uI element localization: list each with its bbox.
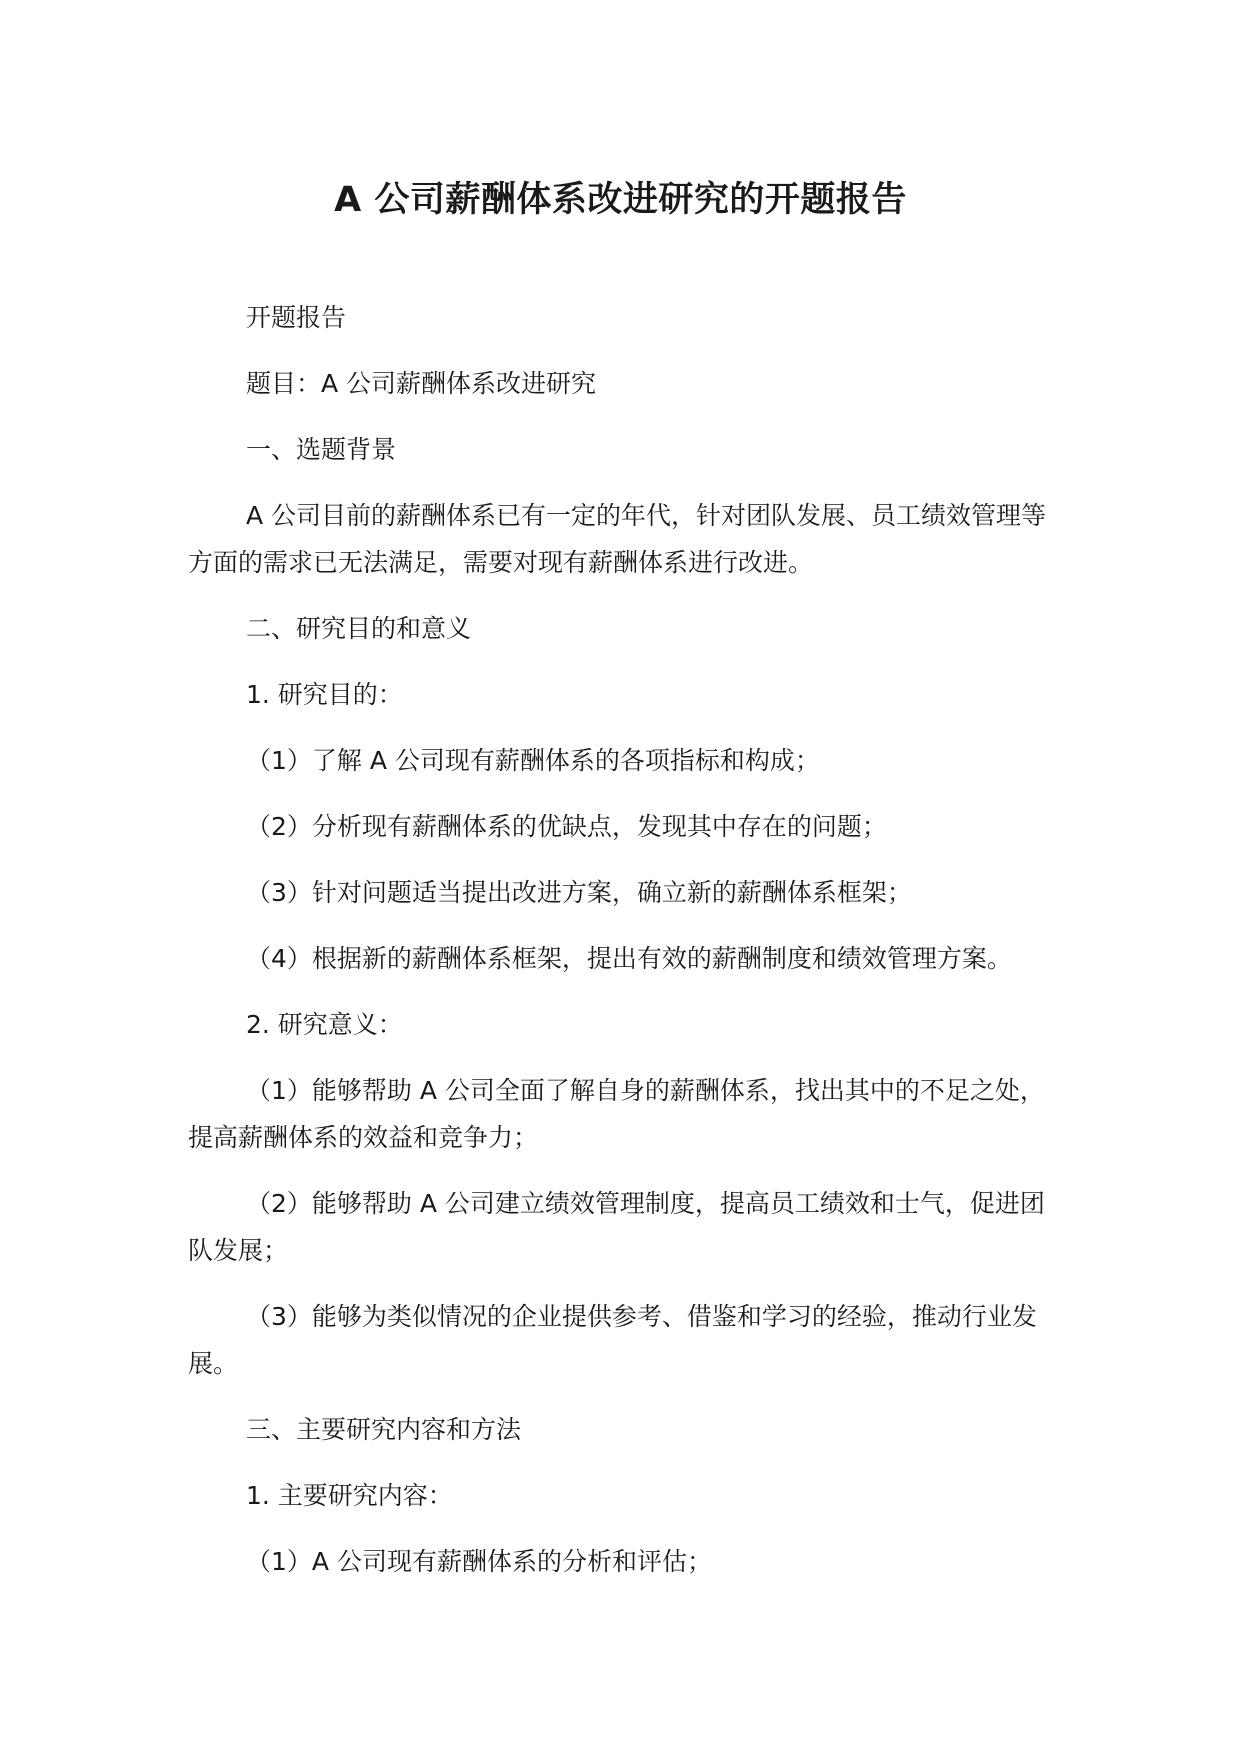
- paragraph-report-label: 开题报告: [246, 303, 347, 332]
- subheading-purpose: 1. 研究目的：: [246, 680, 403, 709]
- paragraph-background: A 公司目前的薪酬体系已有一定的年代，针对团队发展、员工绩效管理等方面的需求已无法满足，需要对现有薪酬体系进行改进。: [188, 501, 1047, 577]
- significance-item-1: （1）能够帮助 A 公司全面了解自身的薪酬体系，找出其中的不足之处，提高薪酬体系的效益和竞争力；: [188, 1076, 1045, 1152]
- purpose-item-3: （3）针对问题适当提出改进方案，确立新的薪酬体系框架；: [246, 878, 912, 907]
- significance-item-2: （2）能够帮助 A 公司建立绩效管理制度，提高员工绩效和士气，促进团队发展；: [188, 1189, 1045, 1265]
- significance-item-3: （3）能够为类似情况的企业提供参考、借鉴和学习的经验，推动行业发展。: [188, 1302, 1037, 1378]
- heading-purpose-significance: 二、研究目的和意义: [246, 614, 472, 643]
- paragraph-topic: 题目：A 公司薪酬体系改进研究: [246, 369, 597, 398]
- document-body: [188, 294, 1068, 1604]
- content-item-1: （1）A 公司现有薪酬体系的分析和评估；: [246, 1547, 712, 1576]
- purpose-item-1: （1）了解 A 公司现有薪酬体系的各项指标和构成；: [246, 746, 820, 775]
- subheading-content: 1. 主要研究内容：: [246, 1481, 453, 1510]
- purpose-item-4: （4）根据新的薪酬体系框架，提出有效的薪酬制度和绩效管理方案。: [246, 944, 1012, 973]
- document-title: A 公司薪酬体系改进研究的开题报告: [334, 180, 907, 220]
- heading-content-methods: 三、主要研究内容和方法: [246, 1415, 522, 1444]
- subheading-significance: 2. 研究意义：: [246, 1010, 403, 1039]
- purpose-item-2: （2）分析现有薪酬体系的优缺点，发现其中存在的问题；: [246, 812, 887, 841]
- heading-background: 一、选题背景: [246, 435, 397, 464]
